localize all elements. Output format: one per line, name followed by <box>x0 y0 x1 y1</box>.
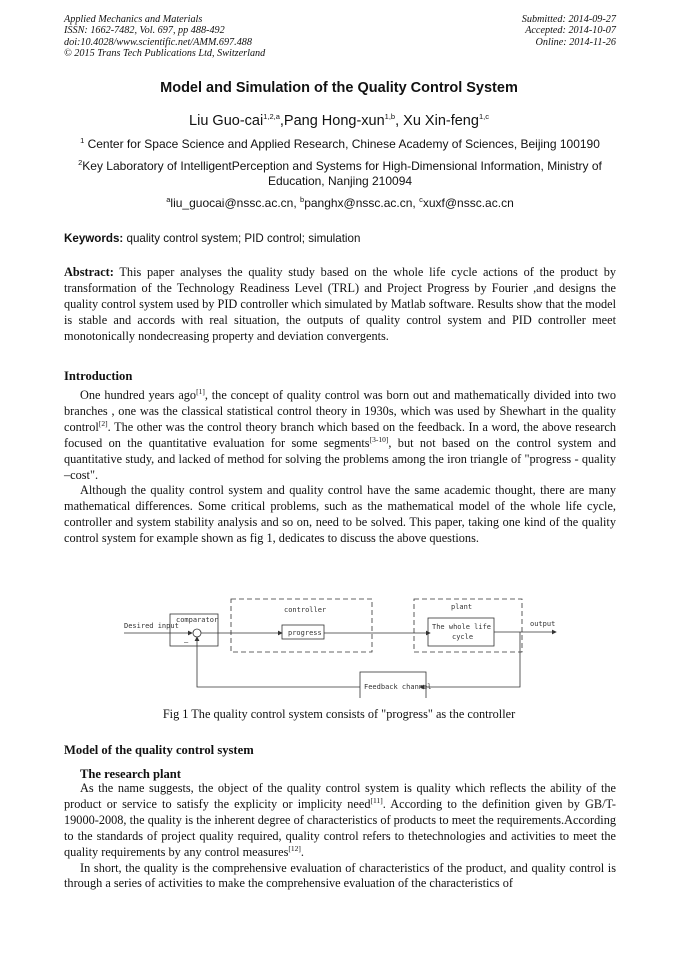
desired-input-label: Desired input <box>124 622 179 630</box>
email-a[interactable]: liu_guocai@nssc.ac.cn, <box>170 196 301 210</box>
email-c-sup: c <box>419 195 423 204</box>
model-heading: Model of the quality control system <box>64 743 254 757</box>
author-2-sup: 1,b <box>384 112 396 122</box>
plant-inner-label-1: The whole life <box>432 623 492 631</box>
research-plant-heading: The research plant <box>80 767 181 781</box>
keywords-text: quality control system; PID control; simulation <box>123 232 361 245</box>
research-p1-a: As the name suggests, the object of the quality control system is quality which reflects the ability of the product or service to satisfy the explicity or implicity need <box>64 781 616 811</box>
plant-inner-label-2: cycle <box>452 633 474 641</box>
email-b[interactable]: panghx@nssc.ac.cn, <box>304 196 420 210</box>
minus-sign: — <box>184 638 189 646</box>
paper-title: Model and Simulation of the Quality Control System <box>160 80 518 96</box>
copyright: © 2015 Trans Tech Publications Ltd, Switzerland <box>64 47 266 59</box>
comparator-label: comparator <box>176 616 219 624</box>
online-date: Online: 2014-11-26 <box>535 36 616 48</box>
research-paragraph-2: In short, the quality is the comprehensive evaluation of characteristics of the product, and quality control is through a series of activities to make the comprehensive evaluation of the characteristics of <box>64 860 616 891</box>
affiliation-1-sup: 1 <box>80 136 85 145</box>
author-3: , Xu Xin-feng <box>395 113 479 129</box>
research-plant-body <box>64 781 616 892</box>
intro-p1-a: One hundred years ago <box>80 388 197 402</box>
research-p1-b: . According to the definition given by GB/T-19000-2008, the quality is the inherent degree of characteristics of products to meet the requirements.According to the standards of project quality required, quality control refers to thetechnologies and activities to meet the quality requirements by any control measures <box>64 796 617 859</box>
research-p1-c: . <box>300 844 304 859</box>
email-b-sup: b <box>300 195 305 204</box>
introduction-body <box>64 388 616 547</box>
summing-junction <box>193 629 201 637</box>
introduction-heading: Introduction <box>64 369 133 383</box>
output-label: output <box>530 620 556 628</box>
research-paragraph-1 <box>64 781 616 861</box>
feedback-channel-label: Feedback channel <box>364 683 432 691</box>
keywords <box>64 232 616 245</box>
abstract-label: Abstract: <box>64 265 114 279</box>
intro-p1-b: , the concept of quality control was born out and mathematically divided into two branches , one was the classical statistical control theory in 1930s, which was used by Shewhart in the quality control <box>64 388 616 434</box>
keywords-label: Keywords: <box>64 232 124 245</box>
author-emails <box>64 196 616 211</box>
journal-name: Applied Mechanics and Materials <box>64 14 203 25</box>
journal-info <box>64 14 265 59</box>
citation-1[interactable]: [1] <box>196 386 205 396</box>
figure-1-diagram <box>120 592 560 698</box>
author-1: Liu Guo-cai <box>189 113 264 129</box>
accepted-date: Accepted: 2014-10-07 <box>525 25 616 37</box>
feedback-to-comparator-line <box>197 637 360 687</box>
abstract-text: This paper analyses the quality study based on the whole life cycle actions of the product by transformation of the Technology Readiness Level (TRL) and Project Progress by Fourier ,and designs the quality control system used by PID controller which simulated by Matlab software. Results show that the model is stable and accords with real situation, the outputs of quality control system and PID controller meet monotonically nondecreasing property and deviation convergents. <box>64 265 616 343</box>
author-1-sup: 1,2,a <box>263 112 280 122</box>
intro-p1-d: , but not based on the control system and quantitative study, and lacked of method for solving the problems among the iron triangle of "progress - quality –cost". <box>64 435 616 482</box>
email-c[interactable]: xuxf@nssc.ac.cn <box>422 196 514 210</box>
citation-11[interactable]: [11] <box>370 795 383 805</box>
affiliation-1-text: Center for Space Science and Applied Research, Chinese Academy of Sciences, Beijing 100190 <box>84 137 600 151</box>
affiliation-1 <box>64 137 616 152</box>
doi: doi:10.4028/www.scientific.net/AMM.697.488 <box>64 36 252 48</box>
author-2: ,Pang Hong-xun <box>279 113 385 129</box>
intro-paragraph-2: Although the quality control system and quality control have the same academic thought, there are many mathematical differences. Some critical problems, such as the mathematical model of the whole life cycle, controller and system stability analysis and so on, need to be solved. This paper, taking one kind of the quality control system for example shown as fig 1, dedicates to discuss the above questions. <box>64 483 616 546</box>
issn: ISSN: 1662-7482, Vol. 697, pp 488-492 <box>64 25 225 37</box>
authors <box>0 113 678 129</box>
affiliation-2-text: Key Laboratory of IntelligentPerception and Systems for High-Dimensional Information, Ministry of Education, Nanjing 210094 <box>82 159 602 188</box>
plant-label: plant <box>451 603 473 611</box>
dates-info <box>522 14 616 48</box>
controller-label: controller <box>284 606 327 614</box>
citation-12[interactable]: [12] <box>288 843 301 853</box>
intro-paragraph-1 <box>64 388 616 483</box>
affiliation-2 <box>64 159 616 188</box>
submitted-date: Submitted: 2014-09-27 <box>521 14 616 25</box>
affiliation-2-sup: 2 <box>78 158 83 167</box>
intro-p1-c: . The other was the control theory branch which based on the feedback. In a word, the above research focused on the quantitative evaluation for some segments <box>64 419 616 450</box>
citation-2[interactable]: [2] <box>98 418 108 428</box>
progress-label: progress <box>288 629 322 637</box>
citation-3-10[interactable]: [3-10] <box>369 434 389 444</box>
author-3-sup: 1,c <box>478 112 489 122</box>
figure-1-caption: Fig 1 The quality control system consists of "progress" as the controller <box>162 707 516 721</box>
email-a-sup: a <box>166 195 171 204</box>
abstract <box>64 265 616 345</box>
